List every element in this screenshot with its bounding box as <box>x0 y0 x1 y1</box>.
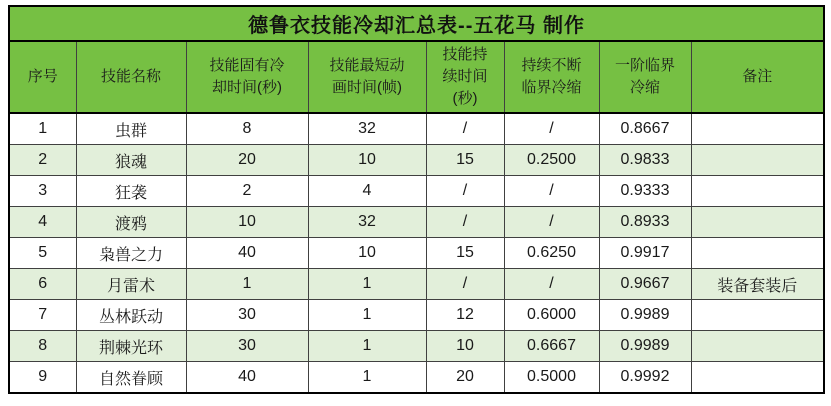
cell-sustain-ratio: 0.6000 <box>504 300 599 331</box>
cell-animation: 1 <box>308 362 426 394</box>
cell-remark <box>691 176 824 207</box>
cell-first-order-ratio: 0.9833 <box>599 145 691 176</box>
cell-duration: / <box>426 176 504 207</box>
cell-skill-name: 月雷术 <box>76 269 186 300</box>
cell-seq: 3 <box>9 176 76 207</box>
cell-animation: 32 <box>308 207 426 238</box>
cell-duration: / <box>426 113 504 145</box>
cell-seq: 2 <box>9 145 76 176</box>
cell-remark: 装备套装后 <box>691 269 824 300</box>
cell-skill-name: 丛林跃动 <box>76 300 186 331</box>
cell-cooldown: 40 <box>186 238 308 269</box>
cell-animation: 1 <box>308 269 426 300</box>
cell-seq: 8 <box>9 331 76 362</box>
cell-remark <box>691 331 824 362</box>
cell-animation: 1 <box>308 300 426 331</box>
skill-cooldown-table <box>8 5 825 394</box>
column-header-seq: 序号 <box>9 41 76 113</box>
table-row <box>9 113 824 145</box>
cell-first-order-ratio: 0.8933 <box>599 207 691 238</box>
column-header-cooldown-seconds: 技能固有冷却时间(秒) <box>186 41 308 113</box>
column-header-remark: 备注 <box>691 41 824 113</box>
cell-remark <box>691 238 824 269</box>
column-header-min-animation-frames: 技能最短动画时间(帧) <box>308 41 426 113</box>
cell-duration: 12 <box>426 300 504 331</box>
cell-skill-name: 狂袭 <box>76 176 186 207</box>
table-row <box>9 176 824 207</box>
cell-cooldown: 1 <box>186 269 308 300</box>
cell-animation: 1 <box>308 331 426 362</box>
cell-seq: 7 <box>9 300 76 331</box>
cell-skill-name: 枭兽之力 <box>76 238 186 269</box>
column-header-duration-seconds: 技能持续时间(秒) <box>426 41 504 113</box>
cell-sustain-ratio: 0.2500 <box>504 145 599 176</box>
cell-first-order-ratio: 0.9917 <box>599 238 691 269</box>
cell-skill-name: 荆棘光环 <box>76 331 186 362</box>
table-row <box>9 145 824 176</box>
cell-cooldown: 8 <box>186 113 308 145</box>
cell-skill-name: 狼魂 <box>76 145 186 176</box>
cell-remark <box>691 207 824 238</box>
cell-duration: 20 <box>426 362 504 394</box>
cell-sustain-ratio: / <box>504 176 599 207</box>
table-row <box>9 238 824 269</box>
cell-remark <box>691 113 824 145</box>
cell-skill-name: 自然眷顾 <box>76 362 186 394</box>
cell-first-order-ratio: 0.9333 <box>599 176 691 207</box>
cell-cooldown: 40 <box>186 362 308 394</box>
cell-animation: 10 <box>308 238 426 269</box>
cell-first-order-ratio: 0.9989 <box>599 331 691 362</box>
cell-sustain-ratio: 0.6667 <box>504 331 599 362</box>
title-row <box>9 6 824 41</box>
cell-duration: 15 <box>426 145 504 176</box>
cell-seq: 1 <box>9 113 76 145</box>
cell-animation: 4 <box>308 176 426 207</box>
cell-duration: 10 <box>426 331 504 362</box>
cell-animation: 32 <box>308 113 426 145</box>
cell-first-order-ratio: 0.8667 <box>599 113 691 145</box>
cell-skill-name: 渡鸦 <box>76 207 186 238</box>
table-row <box>9 207 824 238</box>
column-header-sustain-critical-ratio: 持续不断临界冷缩 <box>504 41 599 113</box>
cell-cooldown: 30 <box>186 331 308 362</box>
cell-sustain-ratio: / <box>504 269 599 300</box>
cell-animation: 10 <box>308 145 426 176</box>
cell-first-order-ratio: 0.9667 <box>599 269 691 300</box>
cell-seq: 6 <box>9 269 76 300</box>
cell-cooldown: 20 <box>186 145 308 176</box>
cell-remark <box>691 145 824 176</box>
cell-cooldown: 30 <box>186 300 308 331</box>
cell-seq: 5 <box>9 238 76 269</box>
cell-sustain-ratio: / <box>504 207 599 238</box>
table-body <box>9 113 824 393</box>
cell-duration: / <box>426 269 504 300</box>
cell-remark <box>691 300 824 331</box>
cell-first-order-ratio: 0.9989 <box>599 300 691 331</box>
table-row <box>9 269 824 300</box>
cell-first-order-ratio: 0.9992 <box>599 362 691 394</box>
cell-skill-name: 虫群 <box>76 113 186 145</box>
table-row <box>9 362 824 394</box>
cell-seq: 4 <box>9 207 76 238</box>
cell-remark <box>691 362 824 394</box>
table-title: 德鲁衣技能冷却汇总表--五花马 制作 <box>9 6 824 41</box>
cell-sustain-ratio: 0.6250 <box>504 238 599 269</box>
cell-duration: / <box>426 207 504 238</box>
cell-cooldown: 2 <box>186 176 308 207</box>
cell-seq: 9 <box>9 362 76 394</box>
table-row <box>9 300 824 331</box>
table-row <box>9 331 824 362</box>
cell-duration: 15 <box>426 238 504 269</box>
cell-sustain-ratio: / <box>504 113 599 145</box>
column-header-skill-name: 技能名称 <box>76 41 186 113</box>
column-header-first-order-critical-ratio: 一阶临界冷缩 <box>599 41 691 113</box>
cell-sustain-ratio: 0.5000 <box>504 362 599 394</box>
cell-cooldown: 10 <box>186 207 308 238</box>
header-row <box>9 41 824 113</box>
